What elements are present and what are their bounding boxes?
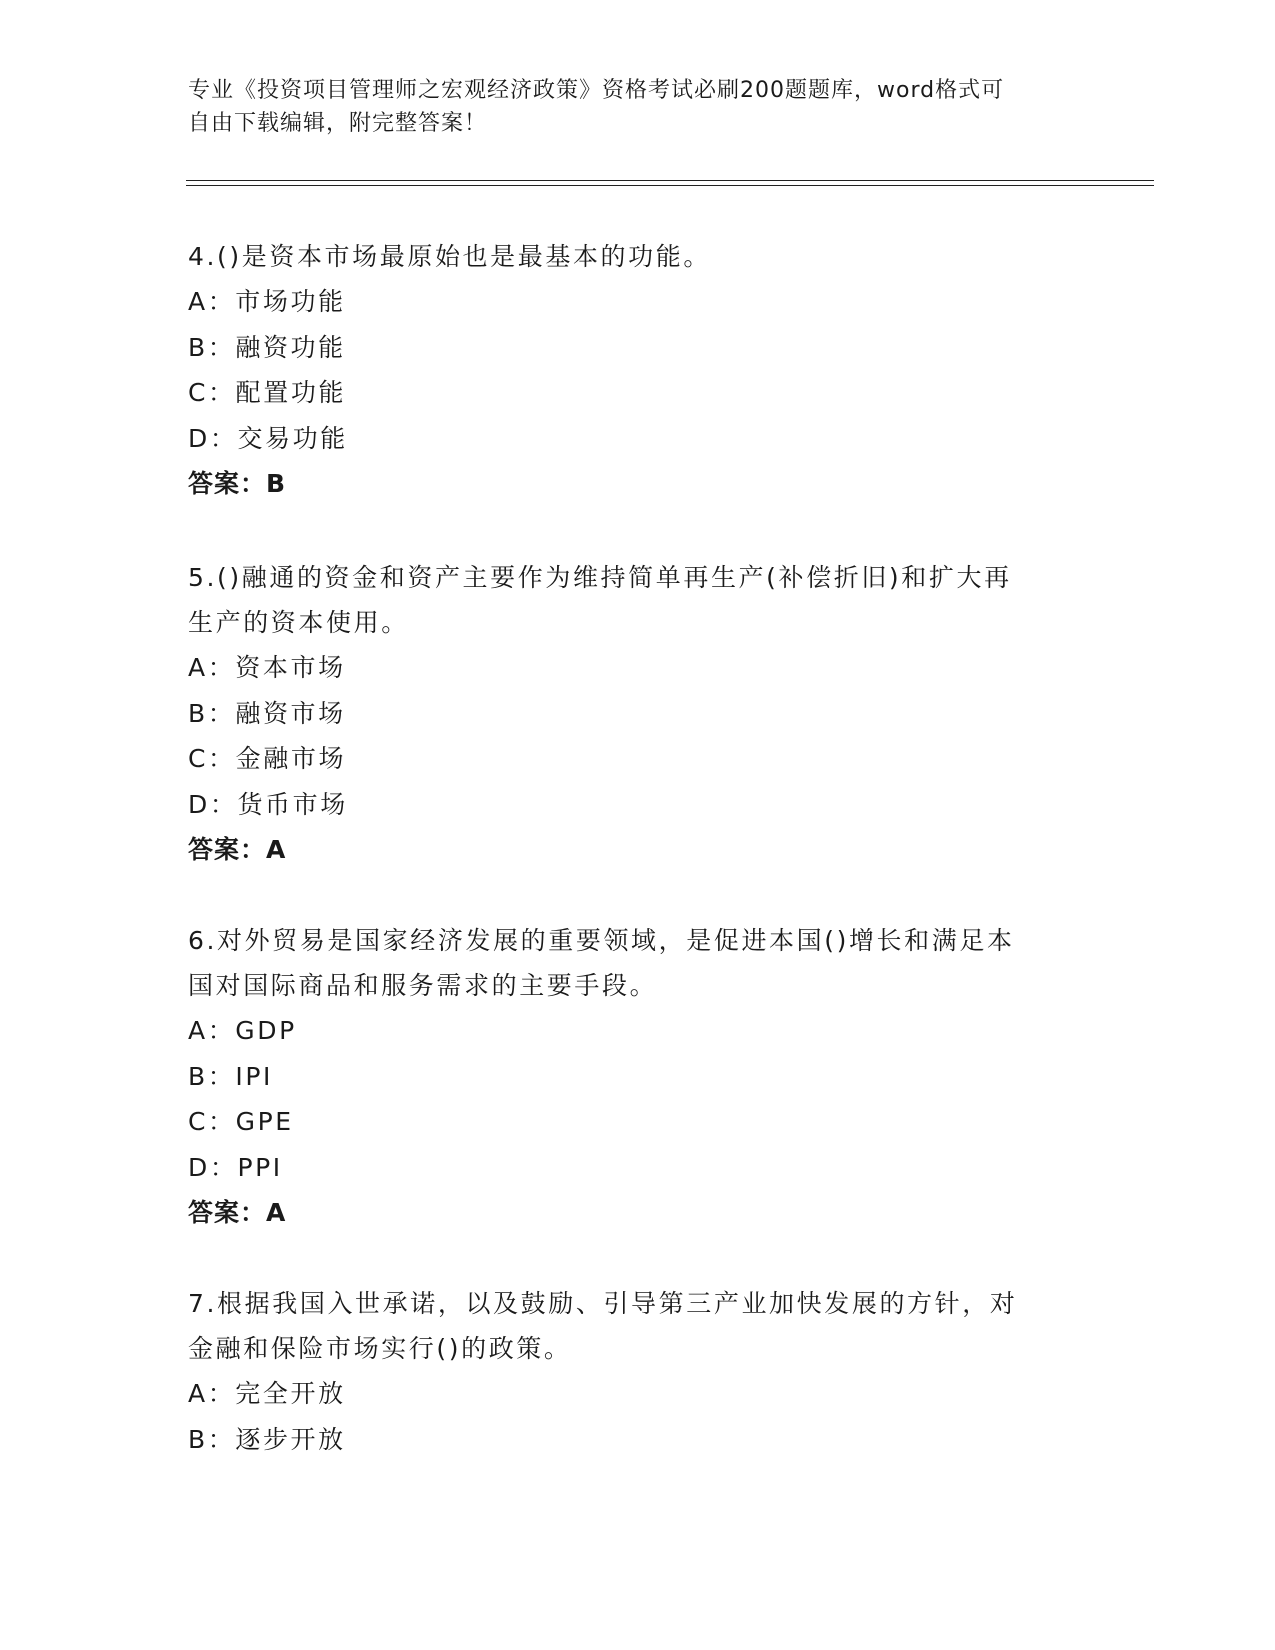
option-d: D：PPI (188, 1152, 283, 1182)
question-stem-line-2: 金融和保险市场实行()的政策。 (188, 1334, 572, 1363)
question-stem-line-1: 5.()融通的资金和资产主要作为维持简单再生产(补偿折旧)和扩大再 (188, 563, 1012, 592)
option-d: D：交易功能 (188, 423, 348, 453)
header-title-line-2: 自由下载编辑，附完整答案！ (188, 111, 488, 136)
option-a: A：完全开放 (188, 1379, 346, 1408)
option-c: C：GPE (188, 1107, 294, 1136)
question-stem-line-2: 生产的资本使用。 (188, 608, 409, 637)
header-title-line-1: 专业《投资项目管理师之宏观经济政策》资格考试必刷200题题库，word格式可 (188, 78, 1005, 103)
question-stem-line-2: 国对国际商品和服务需求的主要手段。 (188, 971, 658, 1000)
question-5 (188, 555, 1068, 873)
answer-line: 答案：A (188, 835, 287, 864)
option-a: A：资本市场 (188, 653, 346, 682)
question-6 (188, 918, 1068, 1236)
option-d: D：货币市场 (188, 789, 348, 819)
option-a: A：市场功能 (188, 287, 346, 316)
question-stem-line-1: 7.根据我国入世承诺，以及鼓励、引导第三产业加快发展的方针，对 (188, 1289, 1018, 1318)
option-b: B：IPI (188, 1061, 273, 1091)
option-a: A：GDP (188, 1016, 297, 1045)
question-7 (188, 1281, 1068, 1462)
question-4 (188, 234, 1068, 507)
answer-line: 答案：B (188, 469, 287, 498)
option-c: C：配置功能 (188, 378, 347, 407)
option-b: B：融资功能 (188, 332, 346, 362)
answer-line: 答案：A (188, 1198, 287, 1227)
option-c: C：金融市场 (188, 744, 347, 773)
question-stem: 4.()是资本市场最原始也是最基本的功能。 (188, 242, 711, 271)
question-stem-line-1: 6.对外贸易是国家经济发展的重要领域，是促进本国()增长和满足本 (188, 926, 1015, 955)
option-b: B：逐步开放 (188, 1424, 346, 1454)
header-divider-top (186, 180, 1154, 181)
header-divider-bottom (186, 185, 1154, 186)
document-header (188, 74, 1068, 140)
option-b: B：融资市场 (188, 698, 346, 728)
